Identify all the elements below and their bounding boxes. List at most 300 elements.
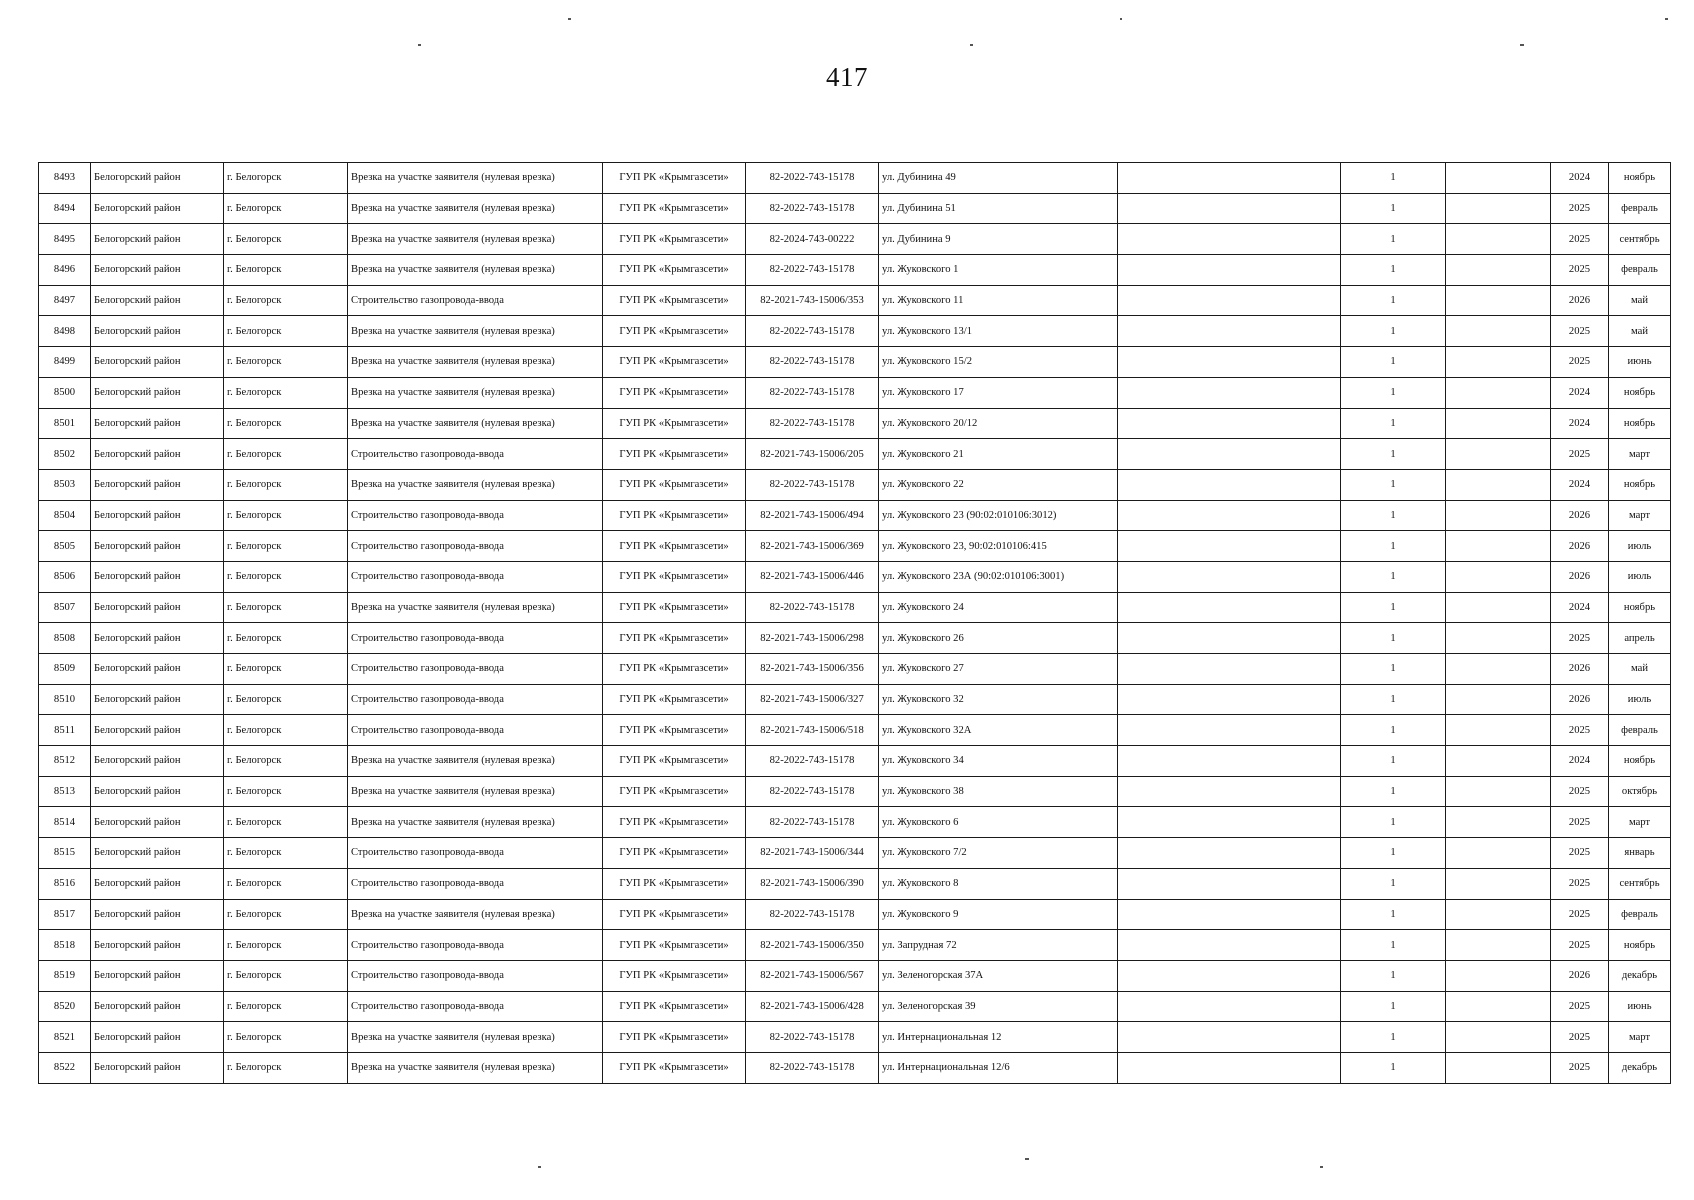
address-cell: ул. Жуковского 13/1 <box>879 316 1118 347</box>
quantity-cell: 1 <box>1341 500 1446 531</box>
organization-cell: ГУП РК «Крымгазсети» <box>603 868 746 899</box>
address-cell: ул. Зеленогорская 37А <box>879 960 1118 991</box>
table-row <box>39 439 1671 470</box>
table-row <box>39 224 1671 255</box>
empty-cell <box>1446 224 1551 255</box>
month-cell: ноябрь <box>1609 930 1671 961</box>
quantity-cell: 1 <box>1341 776 1446 807</box>
work-type-cell: Врезка на участке заявителя (нулевая врезка) <box>348 776 603 807</box>
organization-cell: ГУП РК «Крымгазсети» <box>603 561 746 592</box>
empty-cell <box>1118 193 1341 224</box>
month-cell: июль <box>1609 561 1671 592</box>
empty-cell <box>1446 500 1551 531</box>
quantity-cell: 1 <box>1341 746 1446 777</box>
month-cell: июнь <box>1609 347 1671 378</box>
address-cell: ул. Жуковского 9 <box>879 899 1118 930</box>
table-row <box>39 592 1671 623</box>
empty-cell <box>1118 531 1341 562</box>
city-cell: г. Белогорск <box>224 285 348 316</box>
city-cell: г. Белогорск <box>224 531 348 562</box>
city-cell: г. Белогорск <box>224 561 348 592</box>
table-row <box>39 776 1671 807</box>
organization-cell: ГУП РК «Крымгазсети» <box>603 285 746 316</box>
address-cell: ул. Дубинина 9 <box>879 224 1118 255</box>
year-cell: 2025 <box>1551 715 1609 746</box>
district-cell: Белогорский район <box>91 930 224 961</box>
empty-cell <box>1118 1052 1341 1083</box>
month-cell: ноябрь <box>1609 592 1671 623</box>
code-cell: 82-2021-743-15006/205 <box>746 439 879 470</box>
work-type-cell: Врезка на участке заявителя (нулевая врезка) <box>348 1052 603 1083</box>
empty-cell <box>1446 561 1551 592</box>
work-type-cell: Строительство газопровода-ввода <box>348 868 603 899</box>
year-cell: 2026 <box>1551 561 1609 592</box>
address-cell: ул. Жуковского 23, 90:02:010106:415 <box>879 531 1118 562</box>
city-cell: г. Белогорск <box>224 439 348 470</box>
organization-cell: ГУП РК «Крымгазсети» <box>603 163 746 194</box>
row-number: 8506 <box>39 561 91 592</box>
scan-speck <box>970 44 973 46</box>
quantity-cell: 1 <box>1341 623 1446 654</box>
month-cell: ноябрь <box>1609 163 1671 194</box>
address-cell: ул. Жуковского 32А <box>879 715 1118 746</box>
work-type-cell: Строительство газопровода-ввода <box>348 960 603 991</box>
empty-cell <box>1118 500 1341 531</box>
code-cell: 82-2021-743-15006/327 <box>746 684 879 715</box>
city-cell: г. Белогорск <box>224 776 348 807</box>
empty-cell <box>1446 623 1551 654</box>
district-cell: Белогорский район <box>91 991 224 1022</box>
city-cell: г. Белогорск <box>224 1052 348 1083</box>
code-cell: 82-2022-743-15178 <box>746 347 879 378</box>
month-cell: ноябрь <box>1609 377 1671 408</box>
work-type-cell: Врезка на участке заявителя (нулевая врезка) <box>348 163 603 194</box>
year-cell: 2024 <box>1551 408 1609 439</box>
work-type-cell: Строительство газопровода-ввода <box>348 838 603 869</box>
quantity-cell: 1 <box>1341 347 1446 378</box>
table-row <box>39 684 1671 715</box>
empty-cell <box>1118 285 1341 316</box>
year-cell: 2025 <box>1551 1022 1609 1053</box>
row-number: 8495 <box>39 224 91 255</box>
year-cell: 2025 <box>1551 347 1609 378</box>
month-cell: февраль <box>1609 715 1671 746</box>
code-cell: 82-2022-743-15178 <box>746 193 879 224</box>
quantity-cell: 1 <box>1341 377 1446 408</box>
year-cell: 2025 <box>1551 868 1609 899</box>
table-row <box>39 408 1671 439</box>
row-number: 8501 <box>39 408 91 439</box>
year-cell: 2025 <box>1551 439 1609 470</box>
empty-cell <box>1118 439 1341 470</box>
organization-cell: ГУП РК «Крымгазсети» <box>603 1022 746 1053</box>
quantity-cell: 1 <box>1341 654 1446 685</box>
address-cell: ул. Жуковского 15/2 <box>879 347 1118 378</box>
organization-cell: ГУП РК «Крымгазсети» <box>603 715 746 746</box>
code-cell: 82-2022-743-15178 <box>746 408 879 439</box>
table-row <box>39 255 1671 286</box>
empty-cell <box>1446 684 1551 715</box>
organization-cell: ГУП РК «Крымгазсети» <box>603 991 746 1022</box>
address-cell: ул. Жуковского 34 <box>879 746 1118 777</box>
district-cell: Белогорский район <box>91 1022 224 1053</box>
organization-cell: ГУП РК «Крымгазсети» <box>603 224 746 255</box>
work-type-cell: Врезка на участке заявителя (нулевая врезка) <box>348 224 603 255</box>
month-cell: февраль <box>1609 899 1671 930</box>
empty-cell <box>1118 163 1341 194</box>
organization-cell: ГУП РК «Крымгазсети» <box>603 592 746 623</box>
scan-speck <box>1320 1166 1323 1168</box>
work-type-cell: Врезка на участке заявителя (нулевая врезка) <box>348 193 603 224</box>
empty-cell <box>1446 776 1551 807</box>
empty-cell <box>1446 1022 1551 1053</box>
address-cell: ул. Жуковского 11 <box>879 285 1118 316</box>
work-type-cell: Строительство газопровода-ввода <box>348 561 603 592</box>
empty-cell <box>1118 623 1341 654</box>
address-cell: ул. Жуковского 20/12 <box>879 408 1118 439</box>
code-cell: 82-2021-743-15006/390 <box>746 868 879 899</box>
year-cell: 2024 <box>1551 163 1609 194</box>
row-number: 8494 <box>39 193 91 224</box>
district-cell: Белогорский район <box>91 500 224 531</box>
organization-cell: ГУП РК «Крымгазсети» <box>603 776 746 807</box>
table-row <box>39 868 1671 899</box>
empty-cell <box>1446 255 1551 286</box>
row-number: 8514 <box>39 807 91 838</box>
address-cell: ул. Интернациональная 12/6 <box>879 1052 1118 1083</box>
address-cell: ул. Жуковского 26 <box>879 623 1118 654</box>
city-cell: г. Белогорск <box>224 715 348 746</box>
empty-cell <box>1446 868 1551 899</box>
month-cell: сентябрь <box>1609 868 1671 899</box>
district-cell: Белогорский район <box>91 684 224 715</box>
empty-cell <box>1446 960 1551 991</box>
table-row <box>39 1022 1671 1053</box>
city-cell: г. Белогорск <box>224 746 348 777</box>
month-cell: октябрь <box>1609 776 1671 807</box>
city-cell: г. Белогорск <box>224 592 348 623</box>
table-row <box>39 163 1671 194</box>
month-cell: февраль <box>1609 193 1671 224</box>
row-number: 8509 <box>39 654 91 685</box>
code-cell: 82-2021-743-15006/356 <box>746 654 879 685</box>
work-type-cell: Строительство газопровода-ввода <box>348 500 603 531</box>
table-row <box>39 377 1671 408</box>
empty-cell <box>1118 408 1341 439</box>
row-number: 8510 <box>39 684 91 715</box>
organization-cell: ГУП РК «Крымгазсети» <box>603 347 746 378</box>
address-cell: ул. Жуковского 1 <box>879 255 1118 286</box>
month-cell: май <box>1609 654 1671 685</box>
table-row <box>39 1052 1671 1083</box>
organization-cell: ГУП РК «Крымгазсети» <box>603 408 746 439</box>
work-type-cell: Строительство газопровода-ввода <box>348 991 603 1022</box>
district-cell: Белогорский район <box>91 868 224 899</box>
district-cell: Белогорский район <box>91 838 224 869</box>
row-number: 8518 <box>39 930 91 961</box>
address-cell: ул. Жуковского 27 <box>879 654 1118 685</box>
quantity-cell: 1 <box>1341 899 1446 930</box>
empty-cell <box>1118 991 1341 1022</box>
empty-cell <box>1446 991 1551 1022</box>
work-type-cell: Врезка на участке заявителя (нулевая врезка) <box>348 347 603 378</box>
code-cell: 82-2021-743-15006/369 <box>746 531 879 562</box>
table-row <box>39 561 1671 592</box>
organization-cell: ГУП РК «Крымгазсети» <box>603 623 746 654</box>
year-cell: 2026 <box>1551 500 1609 531</box>
code-cell: 82-2022-743-15178 <box>746 255 879 286</box>
month-cell: март <box>1609 807 1671 838</box>
month-cell: март <box>1609 500 1671 531</box>
address-cell: ул. Жуковского 32 <box>879 684 1118 715</box>
organization-cell: ГУП РК «Крымгазсети» <box>603 960 746 991</box>
empty-cell <box>1118 807 1341 838</box>
organization-cell: ГУП РК «Крымгазсети» <box>603 255 746 286</box>
district-cell: Белогорский район <box>91 960 224 991</box>
code-cell: 82-2021-743-15006/428 <box>746 991 879 1022</box>
empty-cell <box>1118 930 1341 961</box>
work-type-cell: Строительство газопровода-ввода <box>348 439 603 470</box>
district-cell: Белогорский район <box>91 316 224 347</box>
district-cell: Белогорский район <box>91 255 224 286</box>
table-row <box>39 807 1671 838</box>
code-cell: 82-2021-743-15006/298 <box>746 623 879 654</box>
row-number: 8520 <box>39 991 91 1022</box>
district-cell: Белогорский район <box>91 531 224 562</box>
table-row <box>39 316 1671 347</box>
work-type-cell: Строительство газопровода-ввода <box>348 531 603 562</box>
scan-speck <box>538 1166 541 1168</box>
row-number: 8512 <box>39 746 91 777</box>
row-number: 8515 <box>39 838 91 869</box>
empty-cell <box>1118 1022 1341 1053</box>
quantity-cell: 1 <box>1341 285 1446 316</box>
organization-cell: ГУП РК «Крымгазсети» <box>603 807 746 838</box>
organization-cell: ГУП РК «Крымгазсети» <box>603 193 746 224</box>
year-cell: 2026 <box>1551 285 1609 316</box>
code-cell: 82-2022-743-15178 <box>746 163 879 194</box>
code-cell: 82-2021-743-15006/518 <box>746 715 879 746</box>
work-type-cell: Строительство газопровода-ввода <box>348 684 603 715</box>
address-cell: ул. Жуковского 24 <box>879 592 1118 623</box>
address-cell: ул. Жуковского 23А (90:02:010106:3001) <box>879 561 1118 592</box>
empty-cell <box>1446 531 1551 562</box>
address-cell: ул. Жуковского 8 <box>879 868 1118 899</box>
empty-cell <box>1118 868 1341 899</box>
empty-cell <box>1118 684 1341 715</box>
year-cell: 2026 <box>1551 531 1609 562</box>
organization-cell: ГУП РК «Крымгазсети» <box>603 746 746 777</box>
month-cell: январь <box>1609 838 1671 869</box>
empty-cell <box>1446 1052 1551 1083</box>
district-cell: Белогорский район <box>91 285 224 316</box>
code-cell: 82-2022-743-15178 <box>746 1052 879 1083</box>
city-cell: г. Белогорск <box>224 807 348 838</box>
month-cell: декабрь <box>1609 1052 1671 1083</box>
empty-cell <box>1446 163 1551 194</box>
empty-cell <box>1446 469 1551 500</box>
year-cell: 2026 <box>1551 960 1609 991</box>
month-cell: декабрь <box>1609 960 1671 991</box>
row-number: 8522 <box>39 1052 91 1083</box>
address-cell: ул. Жуковского 38 <box>879 776 1118 807</box>
empty-cell <box>1446 285 1551 316</box>
year-cell: 2025 <box>1551 776 1609 807</box>
row-number: 8511 <box>39 715 91 746</box>
work-type-cell: Врезка на участке заявителя (нулевая врезка) <box>348 255 603 286</box>
address-cell: ул. Дубинина 49 <box>879 163 1118 194</box>
month-cell: ноябрь <box>1609 469 1671 500</box>
organization-cell: ГУП РК «Крымгазсети» <box>603 316 746 347</box>
work-type-cell: Врезка на участке заявителя (нулевая врезка) <box>348 1022 603 1053</box>
quantity-cell: 1 <box>1341 163 1446 194</box>
code-cell: 82-2022-743-15178 <box>746 807 879 838</box>
district-cell: Белогорский район <box>91 807 224 838</box>
work-type-cell: Строительство газопровода-ввода <box>348 623 603 654</box>
scan-speck <box>1665 18 1668 20</box>
code-cell: 82-2021-743-15006/353 <box>746 285 879 316</box>
year-cell: 2024 <box>1551 592 1609 623</box>
quantity-cell: 1 <box>1341 868 1446 899</box>
code-cell: 82-2022-743-15178 <box>746 1022 879 1053</box>
code-cell: 82-2021-743-15006/344 <box>746 838 879 869</box>
row-number: 8517 <box>39 899 91 930</box>
empty-cell <box>1446 377 1551 408</box>
scan-speck <box>568 18 571 20</box>
row-number: 8499 <box>39 347 91 378</box>
empty-cell <box>1118 347 1341 378</box>
year-cell: 2024 <box>1551 746 1609 777</box>
row-number: 8504 <box>39 500 91 531</box>
table-row <box>39 193 1671 224</box>
organization-cell: ГУП РК «Крымгазсети» <box>603 654 746 685</box>
row-number: 8507 <box>39 592 91 623</box>
quantity-cell: 1 <box>1341 408 1446 439</box>
address-cell: ул. Жуковского 23 (90:02:010106:3012) <box>879 500 1118 531</box>
quantity-cell: 1 <box>1341 531 1446 562</box>
year-cell: 2025 <box>1551 316 1609 347</box>
city-cell: г. Белогорск <box>224 163 348 194</box>
work-type-cell: Врезка на участке заявителя (нулевая врезка) <box>348 899 603 930</box>
district-cell: Белогорский район <box>91 715 224 746</box>
city-cell: г. Белогорск <box>224 930 348 961</box>
registry-table <box>38 162 1671 1084</box>
quantity-cell: 1 <box>1341 469 1446 500</box>
work-type-cell: Врезка на участке заявителя (нулевая врезка) <box>348 377 603 408</box>
organization-cell: ГУП РК «Крымгазсети» <box>603 838 746 869</box>
row-number: 8505 <box>39 531 91 562</box>
organization-cell: ГУП РК «Крымгазсети» <box>603 377 746 408</box>
year-cell: 2025 <box>1551 930 1609 961</box>
city-cell: г. Белогорск <box>224 193 348 224</box>
year-cell: 2025 <box>1551 991 1609 1022</box>
organization-cell: ГУП РК «Крымгазсети» <box>603 1052 746 1083</box>
table-row <box>39 531 1671 562</box>
quantity-cell: 1 <box>1341 684 1446 715</box>
work-type-cell: Врезка на участке заявителя (нулевая врезка) <box>348 469 603 500</box>
empty-cell <box>1446 807 1551 838</box>
row-number: 8500 <box>39 377 91 408</box>
empty-cell <box>1446 930 1551 961</box>
empty-cell <box>1118 592 1341 623</box>
quantity-cell: 1 <box>1341 1052 1446 1083</box>
quantity-cell: 1 <box>1341 316 1446 347</box>
row-number: 8521 <box>39 1022 91 1053</box>
quantity-cell: 1 <box>1341 193 1446 224</box>
row-number: 8502 <box>39 439 91 470</box>
table-row <box>39 930 1671 961</box>
district-cell: Белогорский район <box>91 469 224 500</box>
empty-cell <box>1446 316 1551 347</box>
year-cell: 2025 <box>1551 193 1609 224</box>
empty-cell <box>1118 776 1341 807</box>
row-number: 8498 <box>39 316 91 347</box>
address-cell: ул. Дубинина 51 <box>879 193 1118 224</box>
city-cell: г. Белогорск <box>224 408 348 439</box>
address-cell: ул. Запрудная 72 <box>879 930 1118 961</box>
district-cell: Белогорский район <box>91 623 224 654</box>
empty-cell <box>1446 408 1551 439</box>
code-cell: 82-2022-743-15178 <box>746 899 879 930</box>
quantity-cell: 1 <box>1341 1022 1446 1053</box>
quantity-cell: 1 <box>1341 224 1446 255</box>
quantity-cell: 1 <box>1341 807 1446 838</box>
district-cell: Белогорский район <box>91 746 224 777</box>
city-cell: г. Белогорск <box>224 255 348 286</box>
empty-cell <box>1118 654 1341 685</box>
district-cell: Белогорский район <box>91 163 224 194</box>
empty-cell <box>1118 469 1341 500</box>
organization-cell: ГУП РК «Крымгазсети» <box>603 439 746 470</box>
year-cell: 2025 <box>1551 1052 1609 1083</box>
year-cell: 2025 <box>1551 623 1609 654</box>
work-type-cell: Врезка на участке заявителя (нулевая врезка) <box>348 746 603 777</box>
empty-cell <box>1118 224 1341 255</box>
month-cell: апрель <box>1609 623 1671 654</box>
month-cell: июль <box>1609 684 1671 715</box>
code-cell: 82-2022-743-15178 <box>746 469 879 500</box>
code-cell: 82-2022-743-15178 <box>746 316 879 347</box>
quantity-cell: 1 <box>1341 991 1446 1022</box>
empty-cell <box>1446 838 1551 869</box>
district-cell: Белогорский район <box>91 439 224 470</box>
scan-speck <box>1025 1158 1029 1160</box>
district-cell: Белогорский район <box>91 561 224 592</box>
table-row <box>39 500 1671 531</box>
district-cell: Белогорский район <box>91 592 224 623</box>
organization-cell: ГУП РК «Крымгазсети» <box>603 684 746 715</box>
row-number: 8496 <box>39 255 91 286</box>
empty-cell <box>1446 193 1551 224</box>
empty-cell <box>1446 899 1551 930</box>
address-cell: ул. Интернациональная 12 <box>879 1022 1118 1053</box>
code-cell: 82-2022-743-15178 <box>746 592 879 623</box>
month-cell: июль <box>1609 531 1671 562</box>
scan-speck <box>1520 44 1524 46</box>
table-row <box>39 623 1671 654</box>
address-cell: ул. Зеленогорская 39 <box>879 991 1118 1022</box>
year-cell: 2025 <box>1551 807 1609 838</box>
district-cell: Белогорский район <box>91 408 224 439</box>
city-cell: г. Белогорск <box>224 684 348 715</box>
scan-speck <box>418 44 421 46</box>
row-number: 8516 <box>39 868 91 899</box>
city-cell: г. Белогорск <box>224 868 348 899</box>
scan-speck <box>1120 18 1122 20</box>
work-type-cell: Врезка на участке заявителя (нулевая врезка) <box>348 316 603 347</box>
empty-cell <box>1118 746 1341 777</box>
month-cell: май <box>1609 285 1671 316</box>
